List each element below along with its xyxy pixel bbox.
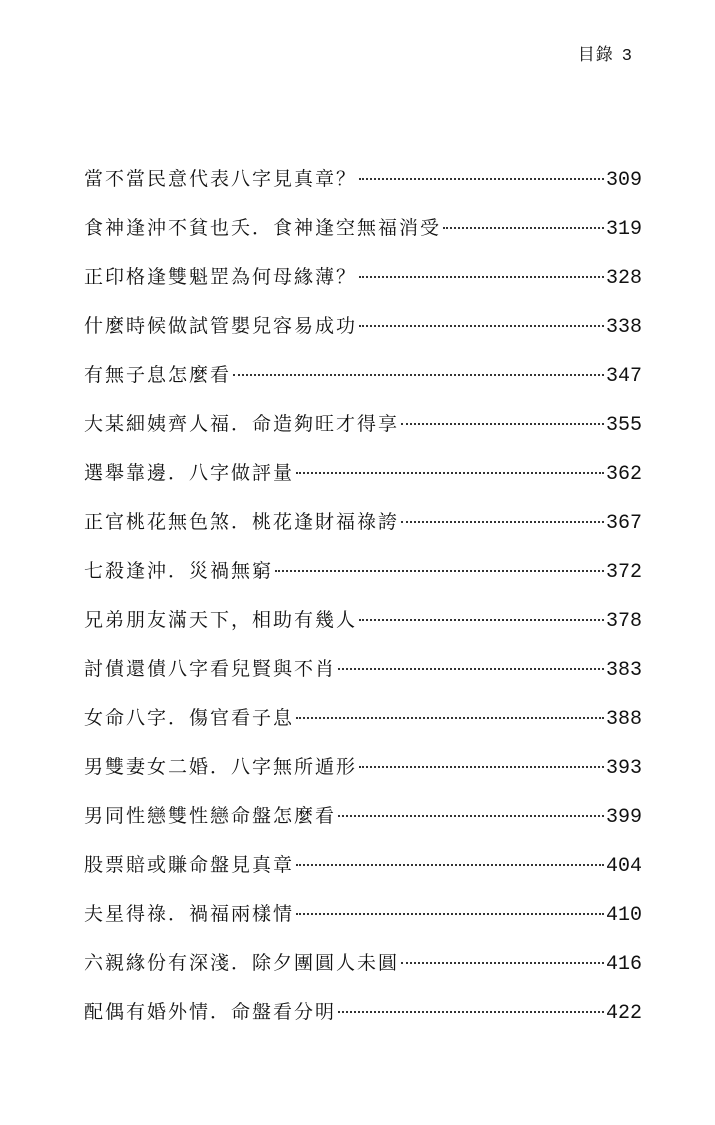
toc-entry-title: 男同性戀雙性戀命盤怎麼看 <box>84 805 337 827</box>
dot-leader <box>401 422 604 425</box>
toc-entry-page: 367 <box>605 512 642 535</box>
toc-entry <box>84 605 642 654</box>
toc-entry-title: 食神逢沖不貧也夭．食神逢空無福消受 <box>84 217 442 239</box>
dot-leader <box>443 226 604 229</box>
toc-entry <box>84 899 642 948</box>
page-header <box>578 40 633 66</box>
dot-leader <box>296 471 604 474</box>
toc-entry-page: 355 <box>605 414 642 437</box>
toc-entry-page: 347 <box>605 365 642 388</box>
toc-entry-page: 393 <box>605 757 642 780</box>
toc-entry <box>84 801 642 850</box>
toc-entry <box>84 703 642 752</box>
toc-entry-title: 大某細姨齊人福．命造夠旺才得享 <box>84 413 400 435</box>
header-label: 目錄 <box>577 45 614 65</box>
toc-entry-page: 410 <box>605 904 642 927</box>
toc-entry-page: 388 <box>605 708 642 731</box>
table-of-contents <box>84 164 642 1046</box>
toc-entry-title: 選舉靠邊．八字做評量 <box>84 462 295 484</box>
toc-entry <box>84 311 642 360</box>
dot-leader <box>296 863 604 866</box>
toc-entry-page: 422 <box>605 1002 642 1025</box>
dot-leader <box>359 765 604 768</box>
toc-entry-page: 338 <box>605 316 642 339</box>
toc-entry <box>84 507 642 556</box>
toc-entry-page: 362 <box>605 463 642 486</box>
page-number: 3 <box>621 47 633 66</box>
dot-leader <box>401 961 604 964</box>
dot-leader <box>359 618 604 621</box>
toc-entry <box>84 997 642 1046</box>
toc-entry-page: 378 <box>605 610 642 633</box>
toc-entry-title: 男雙妻女二婚．八字無所遁形 <box>84 756 358 778</box>
toc-entry-title: 正官桃花無色煞．桃花逢財福祿誇 <box>84 511 400 533</box>
toc-entry <box>84 164 642 213</box>
dot-leader <box>359 324 604 327</box>
toc-entry <box>84 654 642 703</box>
dot-leader <box>275 569 604 572</box>
dot-leader <box>296 912 604 915</box>
toc-entry <box>84 556 642 605</box>
toc-entry-title: 兄弟朋友滿天下，相助有幾人 <box>84 609 358 631</box>
dot-leader <box>296 716 604 719</box>
dot-leader <box>338 814 604 817</box>
toc-entry-page: 309 <box>605 169 642 192</box>
toc-entry <box>84 458 642 507</box>
dot-leader <box>233 373 604 376</box>
toc-entry-page: 328 <box>605 267 642 290</box>
toc-entry <box>84 360 642 409</box>
toc-entry-title: 七殺逢沖．災禍無窮 <box>84 560 274 582</box>
toc-entry-title: 女命八字．傷官看子息 <box>84 707 295 729</box>
toc-entry <box>84 213 642 262</box>
toc-entry-title: 配偶有婚外情．命盤看分明 <box>84 1001 337 1023</box>
toc-entry-page: 399 <box>605 806 642 829</box>
dot-leader <box>401 520 604 523</box>
toc-entry-page: 319 <box>605 218 642 241</box>
toc-entry-title: 討債還債八字看兒賢與不肖 <box>84 658 337 680</box>
dot-leader <box>338 1010 604 1013</box>
toc-entry-title: 有無子息怎麼看 <box>84 364 232 386</box>
toc-entry-page: 404 <box>605 855 642 878</box>
toc-entry <box>84 850 642 899</box>
toc-entry <box>84 409 642 458</box>
toc-entry-title: 當不當民意代表八字見真章？ <box>84 168 358 190</box>
toc-entry-page: 372 <box>605 561 642 584</box>
toc-entry-page: 383 <box>605 659 642 682</box>
toc-entry-page: 416 <box>605 953 642 976</box>
toc-entry-title: 夫星得祿．禍福兩樣情 <box>84 903 295 925</box>
toc-entry-title: 六親緣份有深淺．除夕團圓人未圓 <box>84 952 400 974</box>
toc-entry-title: 股票賠或賺命盤見真章 <box>84 854 295 876</box>
dot-leader <box>359 275 604 278</box>
dot-leader <box>359 177 604 180</box>
toc-entry <box>84 262 642 311</box>
toc-entry-title: 什麼時候做試管嬰兒容易成功 <box>84 315 358 337</box>
dot-leader <box>338 667 604 670</box>
toc-entry <box>84 752 642 801</box>
toc-entry-title: 正印格逢雙魁罡為何母緣薄？ <box>84 266 358 288</box>
toc-entry <box>84 948 642 997</box>
